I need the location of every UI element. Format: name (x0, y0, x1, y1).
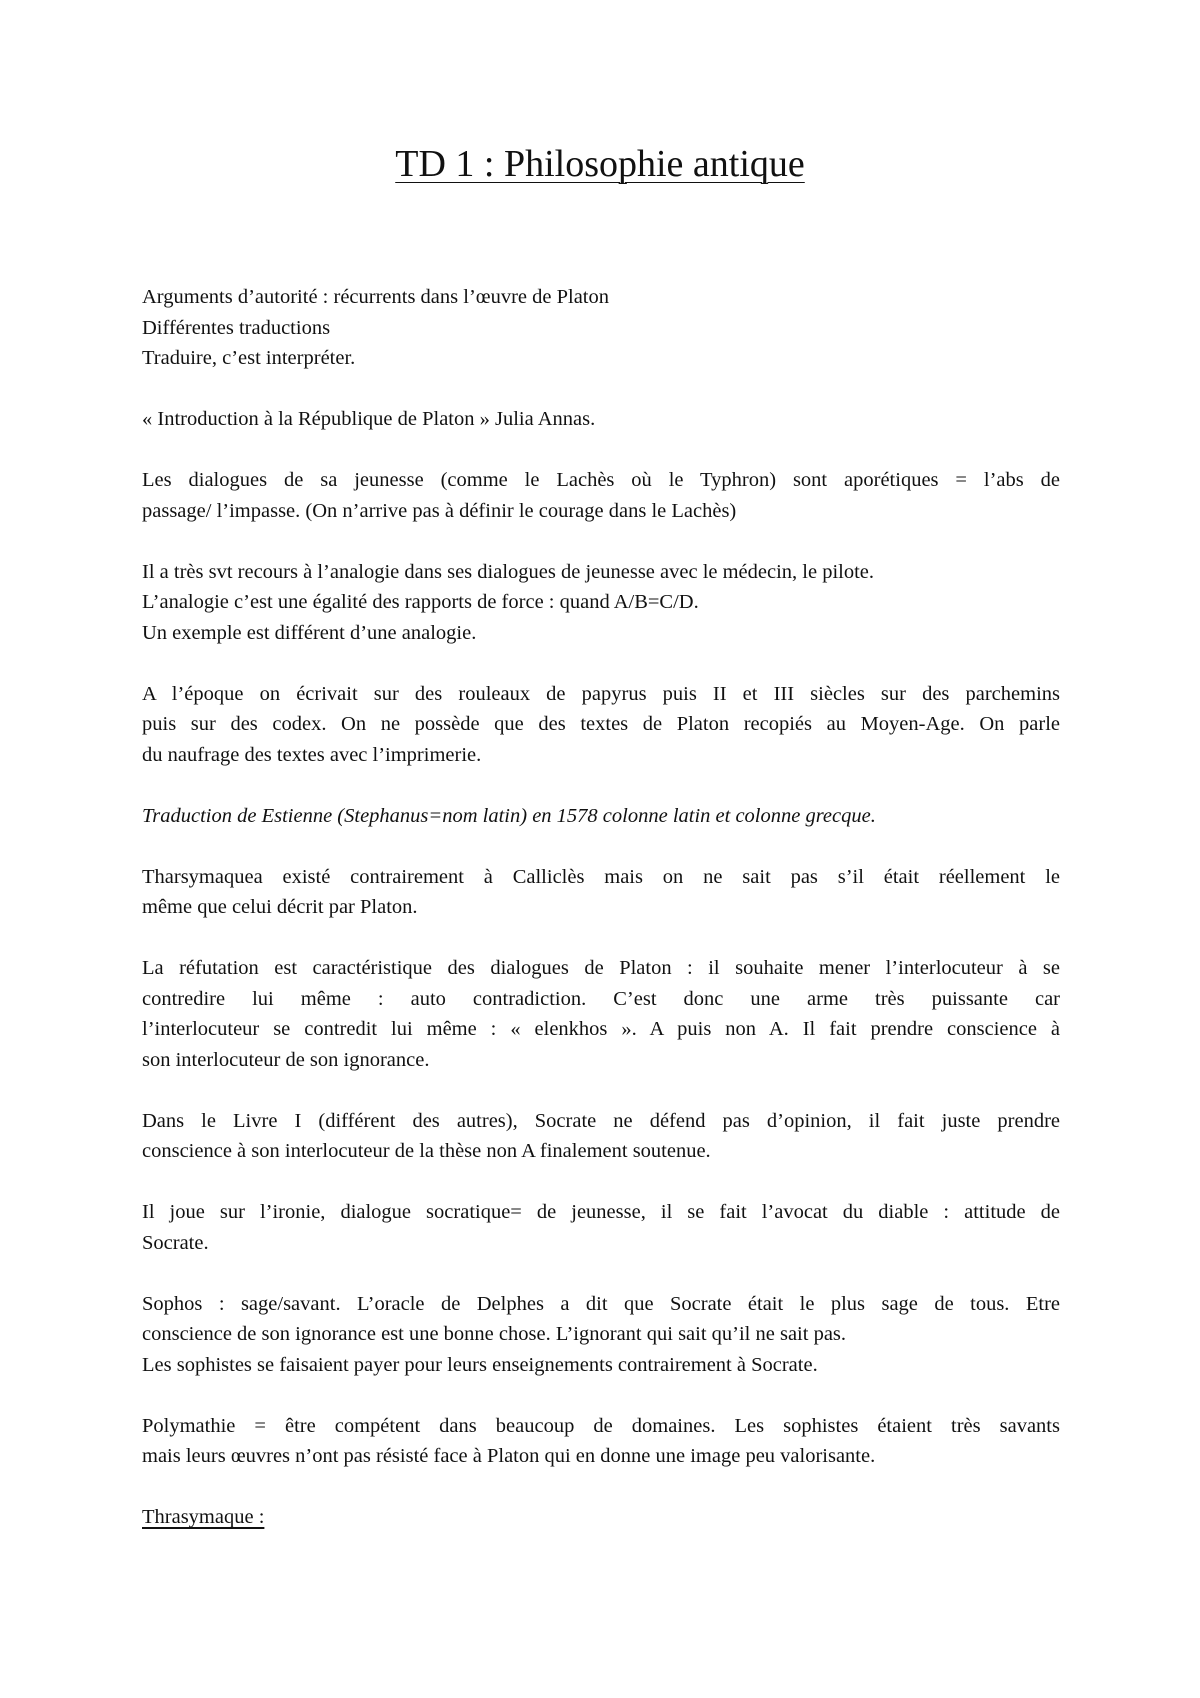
paragraph-line: Différentes traductions (142, 316, 331, 339)
paragraph-line: mais leurs œuvres n’ont pas résisté face à Platon qui en donne une image peu valorisante. (142, 1445, 876, 1467)
paragraph (142, 465, 1060, 526)
paragraph-line: L’analogie c’est une égalité des rapports de force : quand A/B=C/D. (142, 591, 699, 613)
paragraph (142, 679, 1060, 771)
paragraph (142, 404, 1060, 435)
paragraph-line: Il a très svt recours à l’analogie dans ses dialogues de jeunesse avec le médecin, le pilote. (142, 560, 875, 583)
paragraph-line: son interlocuteur de son ignorance. (142, 1048, 430, 1071)
paragraph-line: A l’époque on écrivait sur des rouleaux de papyrus puis II et III siècles sur des parchemins (142, 682, 1060, 705)
paragraph-line: Traduire, c’est interpréter. (142, 347, 356, 369)
paragraph (142, 1106, 1060, 1167)
paragraph-line: Sophos : sage/savant. L’oracle de Delphes a dit que Socrate était le plus sage de tous. Etre (142, 1292, 1060, 1315)
paragraph (142, 1289, 1060, 1381)
paragraph-line: du naufrage des textes avec l’imprimerie. (142, 743, 482, 766)
paragraph-line: conscience à son interlocuteur de la thèse non A finalement soutenue. (142, 1140, 711, 1162)
paragraph-line: Traduction de Estienne (Stephanus=nom latin) en 1578 colonne latin et colonne grecque. (142, 804, 876, 827)
paragraph (142, 953, 1060, 1075)
paragraph (142, 1502, 1060, 1533)
paragraph (142, 1197, 1060, 1258)
paragraph-line: Arguments d’autorité : récurrents dans l’œuvre de Platon (142, 286, 610, 308)
page-title: TD 1 : Philosophie antique (395, 143, 805, 185)
paragraph-line: Polymathie = être compétent dans beaucoup de domaines. Les sophistes étaient très savants (142, 1414, 1060, 1437)
paragraph (142, 862, 1060, 923)
paragraph-line: Tharsymaquea existé contrairement à Calliclès mais on ne sait pas s’il était réellement le (142, 865, 1060, 888)
paragraph-line: « Introduction à la République de Platon » Julia Annas. (142, 408, 596, 430)
paragraph-line: puis sur des codex. On ne possède que des textes de Platon recopiés au Moyen-Age. On parle (142, 713, 1060, 735)
paragraph (142, 557, 1060, 649)
paragraph (142, 282, 1060, 374)
paragraph-line: passage/ l’impasse. (On n’arrive pas à définir le courage dans le Lachès) (142, 499, 737, 522)
paragraph-line: Les dialogues de sa jeunesse (comme le Lachès où le Typhron) sont aporétiques = l’abs de (142, 469, 1060, 491)
paragraph-line: La réfutation est caractéristique des dialogues de Platon : il souhaite mener l’interlocuteur à se (142, 957, 1060, 979)
paragraph (142, 801, 1060, 832)
paragraph-line: Socrate. (142, 1231, 209, 1254)
paragraph-line: Thrasymaque : (142, 1506, 265, 1528)
paragraph-line: Un exemple est différent d’une analogie. (142, 621, 477, 644)
paragraph-line: Il joue sur l’ironie, dialogue socratique= de jeunesse, il se fait l’avocat du diable : attitude de (142, 1201, 1060, 1223)
paragraph-line: Les sophistes se faisaient payer pour leurs enseignements contrairement à Socrate. (142, 1353, 818, 1376)
paragraph-line: l’interlocuteur se contredit lui même : « elenkhos ». A puis non A. Il fait prendre conscience à (142, 1018, 1060, 1040)
paragraph-line: conscience de son ignorance est une bonne chose. L’ignorant qui sait qu’il ne sait pas. (142, 1323, 847, 1345)
paragraph (142, 1411, 1060, 1472)
paragraph-line: contredire lui même : auto contradiction. C’est donc une arme très puissante car (142, 987, 1060, 1010)
document-body (142, 282, 1060, 1563)
paragraph-line: Dans le Livre I (différent des autres), Socrate ne défend pas d’opinion, il fait juste prendre (142, 1109, 1060, 1132)
paragraph-line: même que celui décrit par Platon. (142, 896, 418, 918)
